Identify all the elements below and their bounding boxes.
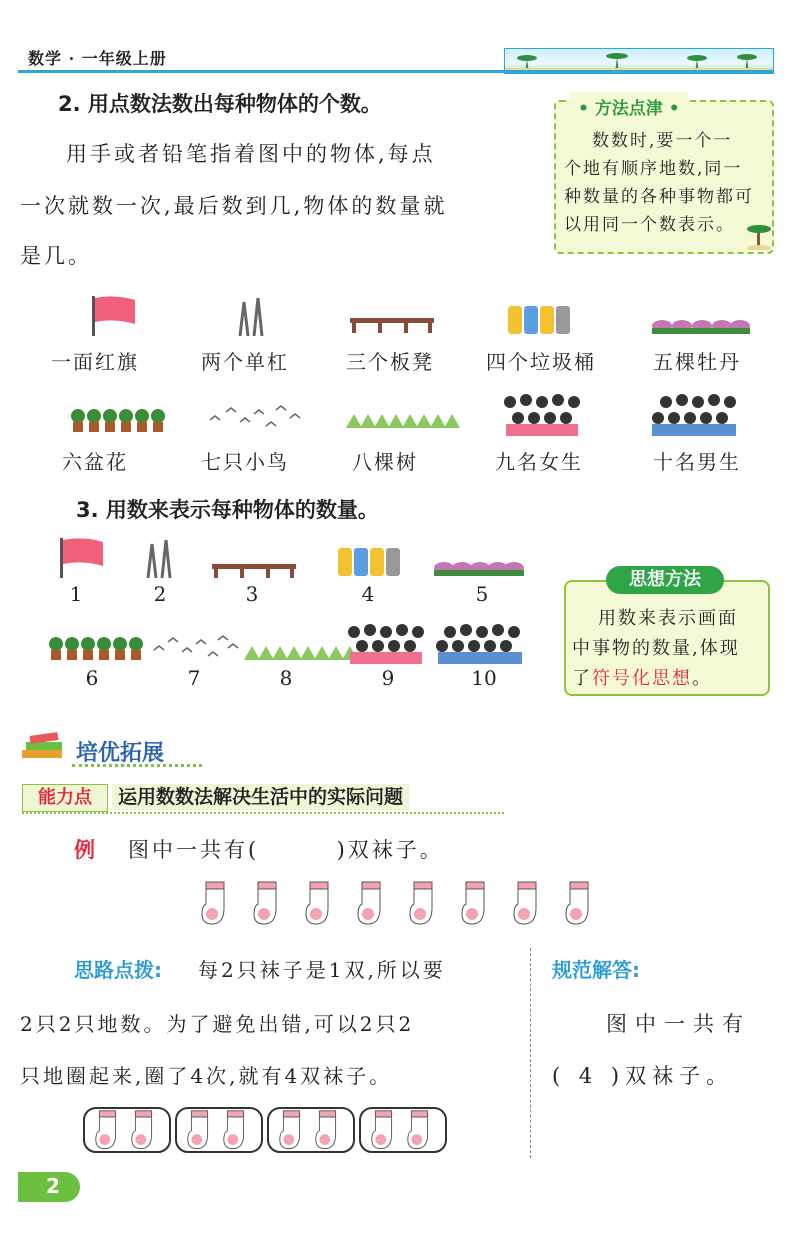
thinking-method-title: 思想方法: [606, 566, 724, 594]
section2-pictures-row1: [40, 292, 780, 340]
sock-icon: [566, 882, 588, 924]
sock-icon: [280, 1111, 300, 1149]
section3-pictures-row1: [48, 534, 528, 582]
sock-icon: [462, 882, 484, 924]
palm-tree-icon: [744, 220, 774, 250]
bird-icon: [210, 406, 300, 426]
socks-row: [196, 880, 606, 930]
bars-icon: [148, 540, 170, 578]
section2-para-line: 用手或者铅笔指着图中的物体,每点: [66, 142, 436, 166]
potted-flower-icon: [49, 637, 143, 660]
hint-label: 思路点拨:: [74, 958, 162, 982]
think-highlight: 符号化思想: [592, 668, 692, 689]
hint-line: 只地圈起来,圈了4次,就有4双袜子。: [20, 1064, 393, 1088]
section2-para-line: 一次就数一次,最后数到几,物体的数量就: [20, 194, 448, 218]
boys-icon: [436, 624, 522, 664]
sock-icon: [254, 882, 276, 924]
think-line: 了符号化思想。: [572, 668, 712, 689]
item-label: 八棵树: [352, 450, 418, 474]
section2-heading: 2. 用点数法数出每种物体的个数。: [58, 92, 382, 116]
page-number-tab: [18, 1172, 80, 1202]
section3-pictures-row2: [48, 624, 528, 668]
girls-icon: [348, 624, 424, 664]
answer-line: 图中一共有: [606, 1012, 751, 1036]
item-label: 两个单杠: [201, 350, 289, 374]
sock-icon: [306, 882, 328, 924]
sock-icon: [224, 1111, 244, 1149]
page-number: 2: [46, 1174, 60, 1198]
item-label: 四个垃圾桶: [486, 350, 596, 374]
example-label: 例: [74, 838, 95, 862]
method-tip-title: • 方法点津 •: [570, 92, 688, 121]
flag-icon: [60, 538, 103, 578]
sock-icon: [410, 882, 432, 924]
bench-icon: [212, 564, 296, 578]
example-question: 图中一共有( )双袜子。: [128, 838, 444, 862]
boys-icon: [652, 394, 736, 436]
flag-icon: [92, 296, 135, 336]
trash-bin-icon: [338, 548, 400, 576]
ability-text: 运用数数法解决生活中的实际问题: [112, 784, 409, 810]
number-label: 4: [361, 582, 375, 606]
number-label: 5: [475, 582, 489, 606]
item-label: 一面红旗: [51, 350, 139, 374]
bench-icon: [350, 318, 434, 333]
sock-icon: [188, 1111, 208, 1149]
section3-heading: 3. 用数来表示每种物体的数量。: [76, 498, 379, 522]
sock-icon: [372, 1111, 392, 1149]
item-label: 六盆花: [62, 450, 128, 474]
sock-icon: [316, 1111, 336, 1149]
tip-line: 个地有顺序地数,同一: [564, 159, 743, 179]
sock-icon: [202, 882, 224, 924]
section2-pictures-row2: [40, 392, 780, 440]
number-label: 6: [85, 666, 99, 690]
running-header: 数学 · 一年级上册: [28, 49, 167, 68]
tip-line: 以用同一个数表示。: [564, 215, 735, 235]
tip-line: 数数时,要一个一: [592, 131, 733, 151]
column-divider: [530, 948, 531, 1158]
sock-icon: [96, 1111, 116, 1149]
expansion-underline: [72, 764, 202, 767]
header-rule: [18, 70, 773, 73]
number-label: 3: [245, 582, 259, 606]
hint-line: 每2只袜子是1双,所以要: [198, 958, 446, 982]
hint-line: 2只2只地数。为了避免出错,可以2只2: [20, 1012, 415, 1036]
trash-bin-icon: [508, 306, 570, 334]
bars-icon: [240, 298, 262, 336]
answer-label: 规范解答:: [552, 958, 640, 982]
think-line: 用数来表示画面: [598, 608, 738, 629]
section2-para-line: 是几。: [20, 244, 92, 268]
tree-icon: [244, 646, 358, 660]
item-label: 五棵牡丹: [653, 350, 741, 374]
potted-flower-icon: [71, 409, 165, 432]
books-icon: [18, 728, 70, 768]
item-label: 三个板凳: [346, 350, 434, 374]
expansion-title: 培优拓展: [76, 741, 165, 766]
peony-icon: [434, 562, 524, 576]
tree-icon: [346, 414, 460, 428]
number-label: 7: [187, 666, 201, 690]
number-label: 8: [279, 666, 293, 690]
grouped-socks: [82, 1106, 452, 1156]
item-label: 九名女生: [495, 450, 583, 474]
bird-icon: [154, 636, 238, 656]
number-label: 1: [69, 582, 83, 606]
tip-line: 种数量的各种事物都可: [564, 187, 754, 207]
sock-icon: [514, 882, 536, 924]
ability-tag: 能力点: [22, 784, 108, 812]
sock-icon: [132, 1111, 152, 1149]
girls-icon: [504, 394, 580, 436]
sock-icon: [358, 882, 380, 924]
number-label: 9: [381, 666, 395, 690]
ability-underline: [22, 812, 504, 814]
peony-icon: [652, 320, 750, 334]
sock-icon: [408, 1111, 428, 1149]
number-label: 10: [471, 666, 497, 690]
answer-line: ( 4 )双袜子。: [552, 1064, 734, 1088]
item-label: 七只小鸟: [201, 450, 289, 474]
item-label: 十名男生: [653, 450, 741, 474]
think-line: 中事物的数量,体现: [572, 638, 740, 659]
number-label: 2: [153, 582, 167, 606]
